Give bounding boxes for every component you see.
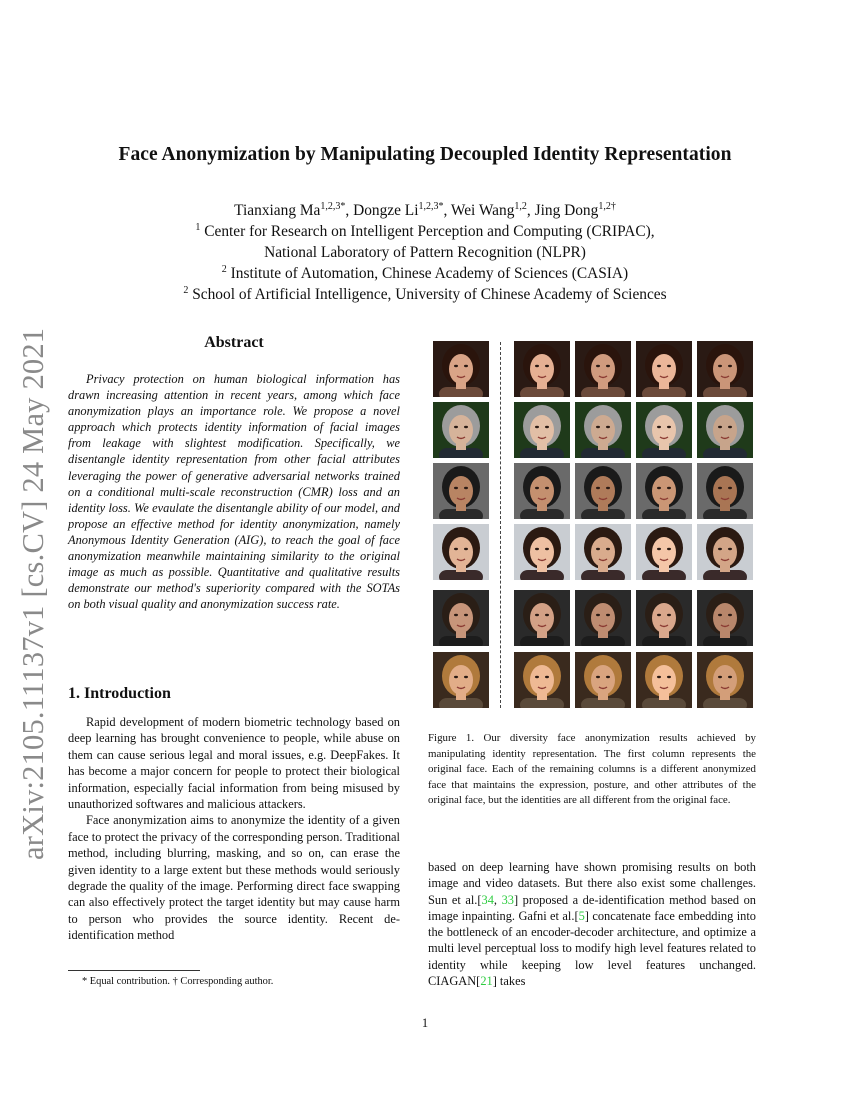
citation-link[interactable]: 5 bbox=[578, 908, 585, 923]
anonymized-face-image bbox=[575, 590, 631, 646]
anonymized-face-image bbox=[636, 341, 692, 397]
anonymized-face-image bbox=[697, 341, 753, 397]
original-face-image bbox=[433, 590, 489, 646]
paper-title: Face Anonymization by Manipulating Decoupled Identity Representation bbox=[118, 144, 732, 165]
anonymized-face-image bbox=[514, 463, 570, 519]
page-number: 1 bbox=[421, 1016, 429, 1030]
author-name: Dongze Li bbox=[353, 202, 419, 219]
anonymized-face-image bbox=[575, 402, 631, 458]
author-block bbox=[0, 200, 850, 305]
citation-link[interactable]: 34 bbox=[481, 892, 494, 907]
anonymized-face-image bbox=[697, 463, 753, 519]
footnote: * Equal contribution. † Corresponding author. bbox=[82, 976, 274, 987]
paragraph: Rapid development of modern biometric technology based on deep learning has brought convenience to people, while abuse on them can cause serious legal and moral issues, e.g. DeepFakes. It has become a major concern for people to protect their biological information, especially facial information from being misused by unauthorized softwares and malicious attackers. bbox=[68, 715, 400, 812]
citation-link[interactable]: 21 bbox=[480, 974, 493, 989]
anonymized-face-image bbox=[636, 463, 692, 519]
section-heading-introduction: 1. Introduction bbox=[68, 685, 171, 702]
original-face-image bbox=[433, 402, 489, 458]
author-name: Tianxiang Ma bbox=[234, 202, 321, 219]
affiliation: National Laboratory of Pattern Recognition (NLPR) bbox=[264, 244, 586, 261]
anonymized-face-image bbox=[636, 590, 692, 646]
figure-caption: Figure 1. Our diversity face anonymization results achieved by manipulating identity representation. The first column represents the original face. Each of the remaining columns is a different anonymized face that maintains the expression, posture, and other attributes of the original face, but the identities are all different from the original face. bbox=[428, 732, 756, 807]
author-sup: 1,2 bbox=[514, 201, 527, 212]
original-face-image bbox=[433, 341, 489, 397]
anonymized-face-image bbox=[514, 524, 570, 580]
anonymized-face-image bbox=[697, 402, 753, 458]
footnote-rule bbox=[68, 970, 200, 971]
anonymized-face-image bbox=[514, 590, 570, 646]
abstract-heading: Abstract bbox=[204, 334, 264, 351]
anonymized-face-image bbox=[636, 402, 692, 458]
abstract-text: Privacy protection on human biological information has drawn increasing attention in recent years, among which face anonymization plays an importance role. We propose a novel approach which protects identity information of facial images from leakage with slightest modification. Specifically, we disentangle identity representation from other facial attributes leveraging the power of generative adversarial networks trained on a conditional multi-scale reconstruction (CMR) loss and an identity loss. We evaulate the disentangle ability of our model, and propose an effective method for identity anonymization, namely Anonymous Identity Generation (AIG), to reach the goal of face anonymization meanwhile maintaining similarity to the original image as much as possible. Quantitative and qualitative results demonstrate our method's superiority compared with the SOTAs on both visual quality and anonymization success rate. bbox=[68, 372, 400, 612]
arxiv-stamp: arXiv:2105.11137v1 [cs.CV] 24 May 2021 bbox=[16, 327, 50, 860]
anonymized-face-image bbox=[697, 524, 753, 580]
author-name: Jing Dong bbox=[534, 202, 599, 219]
author-sup: 1,2† bbox=[598, 201, 616, 212]
anonymized-face-image bbox=[697, 590, 753, 646]
anonymized-face-image bbox=[575, 341, 631, 397]
anonymized-face-image bbox=[514, 341, 570, 397]
anonymized-face-image bbox=[575, 463, 631, 519]
anonymized-face-image bbox=[575, 524, 631, 580]
original-face-image bbox=[433, 524, 489, 580]
author-line: Tianxiang $Ma^{1,2,3*}$, Dongze $Li^{1,2,3*}$, Wei Wang$^{1,2}$, Jing Dong$^{1,2\dagger}$ bbox=[234, 201, 616, 219]
anonymized-face-image bbox=[575, 652, 631, 708]
affiliation: $^2$ School of Artificial Intelligence, University of Chinese Academy of Sciences bbox=[183, 285, 667, 303]
anonymized-face-image bbox=[514, 402, 570, 458]
original-face-image bbox=[433, 652, 489, 708]
right-column-text: based on deep learning have shown promising results on both image and video datasets. But there also exist some challenges. Sun et al.[34, 33] proposed a de-identification method based on image inpainting. Gafni et al.[5] concatenate face embedding into the bottleneck of an encoder-decoder architecture, and optimize a multi level perceptual loss to modify high level features related to identity while keeping low level features unchanged. CIAGAN[21] takes bbox=[428, 860, 756, 989]
figure-divider bbox=[500, 342, 501, 708]
affiliation: $^1$ Center for Research on Intelligent Perception and Computing (CRIPAC), bbox=[195, 222, 655, 240]
author-sup: 1,2,3* bbox=[418, 201, 444, 212]
author-sup: 1,2,3* bbox=[320, 201, 346, 212]
anonymized-face-image bbox=[514, 652, 570, 708]
author-name: Wei Wang bbox=[450, 202, 515, 219]
paragraph: Face anonymization aims to anonymize the identity of a given face to protect the privacy of the corresponding person. Traditional method, including blurring, masking, and so on, can erase the given identity to a large extent but these methods would seriously degrade the quality of the image. Performing direct face swapping can also effectively protect the target identity but may cause harm to person who provides the source identity. Recent de-identification method bbox=[68, 813, 400, 943]
original-face-image bbox=[433, 463, 489, 519]
affiliation: $^2$ Institute of Automation, Chinese Academy of Sciences (CASIA) bbox=[221, 264, 629, 282]
anonymized-face-image bbox=[636, 652, 692, 708]
anonymized-face-image bbox=[636, 524, 692, 580]
citation-link[interactable]: 33 bbox=[501, 892, 514, 907]
introduction-body bbox=[68, 714, 400, 944]
anonymized-face-image bbox=[697, 652, 753, 708]
